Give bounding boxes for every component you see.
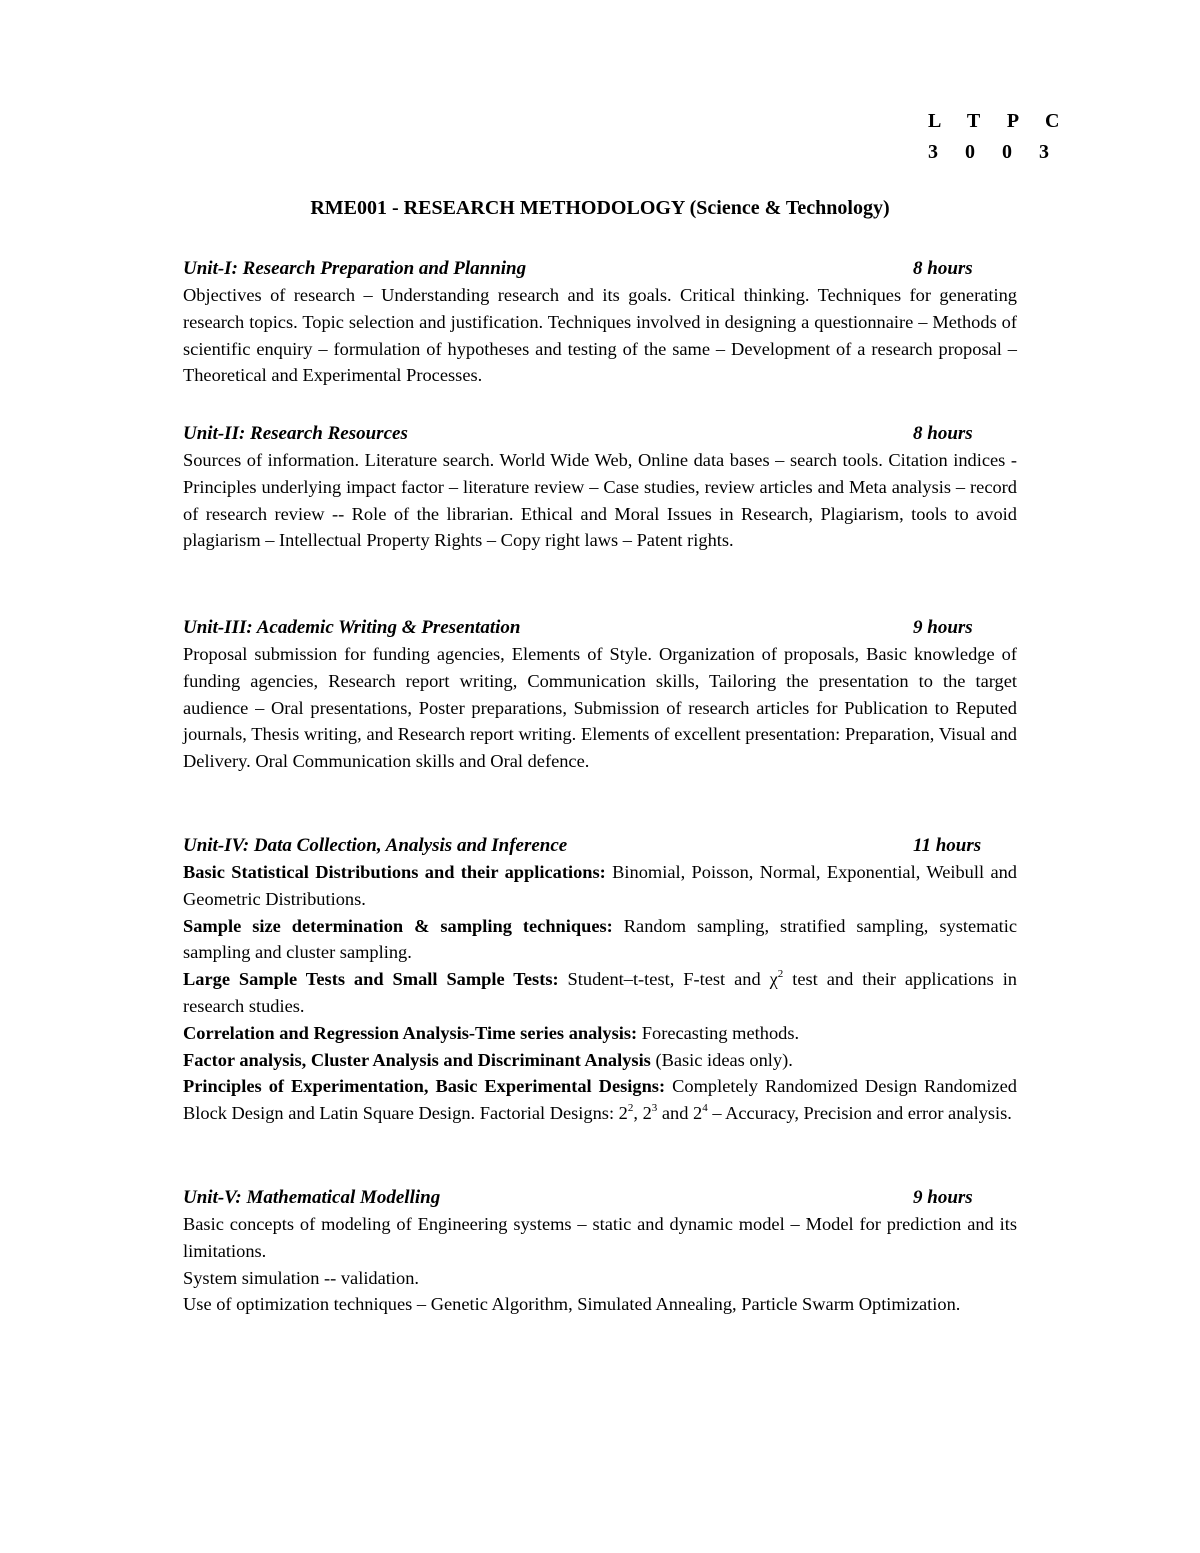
unit-2-header (183, 420, 1017, 447)
unit-4-header (183, 832, 1017, 859)
unit-4-item (183, 913, 1017, 967)
course-title: RME001 - RESEARCH METHODOLOGY (Science & Technology) (310, 197, 890, 219)
unit-hours: 8 hours (913, 423, 973, 444)
unit-1-header (183, 255, 1017, 282)
item-text: Student–t-test, F-test and χ (558, 969, 778, 990)
item-text: – Accuracy, Precision and error analysis. (707, 1103, 1012, 1124)
item-title: Correlation and Regression Analysis-Time series analysis: (183, 1022, 638, 1043)
ltpc-letters: L T P C (928, 110, 1071, 132)
superscript: 4 (702, 1102, 708, 1115)
unit-hours: 9 hours (913, 617, 973, 638)
unit-heading: Unit-I: Research Preparation and Planning (183, 258, 527, 279)
unit-4-item (183, 1020, 1017, 1047)
item-title: Factor analysis, Cluster Analysis and Discriminant Analysis (183, 1049, 651, 1070)
item-text: and 2 (657, 1103, 703, 1124)
superscript: 2 (627, 1102, 634, 1115)
unit-3-body: Proposal submission for funding agencies, Elements of Style. Organization of proposals, Basic knowledge of funding agencies, Research report writing, Communication skills, Tailoring the presentation to the target audience – Oral presentations, Poster preparations, Submission of research articles for Publication to Reputed journals, Thesis writing, and Research report writing. Elements of excellent presentation: Preparation, Visual and Delivery. Oral Communication skills and Oral defence. (183, 644, 1017, 772)
superscript: 3 (651, 1102, 658, 1115)
unit-2-body: Sources of information. Literature search. World Wide Web, Online data bases – search tools. Citation indices - Principles underlying impact factor – literature review – Case studies, review articles and Meta analysis – record of research review -- Role of the librarian. Ethical and Moral Issues in Research, Plagiarism, tools to avoid plagiarism – Intellectual Property Rights – Copy right laws – Patent rights. (183, 450, 1017, 551)
item-title: Large Sample Tests and Small Sample Tests: (183, 969, 559, 990)
item-text: test and their applications in research studies. (183, 969, 1017, 1016)
unit-5-line: Use of optimization techniques – Genetic Algorithm, Simulated Annealing, Particle Swarm Optimization. (183, 1294, 961, 1315)
unit-hours: 9 hours (913, 1187, 973, 1208)
unit-4-item (183, 1047, 1017, 1074)
item-text: , 2 (633, 1103, 652, 1124)
unit-hours: 11 hours (913, 835, 982, 856)
unit-hours: 8 hours (913, 258, 973, 279)
item-text: Random sampling, stratified sampling, systematic sampling and cluster sampling. (183, 915, 1017, 963)
unit-heading: Unit-V: Mathematical Modelling (183, 1187, 441, 1208)
unit-5-line: System simulation -- validation. (183, 1267, 419, 1288)
item-text: Completely Randomized Design Randomized Block Design and Latin Square Design. Factorial Designs: 2 (183, 1076, 1018, 1124)
unit-heading: Unit-III: Academic Writing & Presentation (183, 617, 521, 638)
unit-1-section (183, 255, 1017, 389)
unit-5-header (183, 1184, 1017, 1211)
item-title: Principles of Experimentation, Basic Experimental Designs: (183, 1076, 666, 1097)
unit-1-body: Objectives of research – Understanding research and its goals. Critical thinking. Techniques for generating research topics. Topic selection and justification. Techniques involved in designing a questionnaire – Methods of scientific enquiry – formulation of hypotheses and testing of the same – Development of a research proposal – Theoretical and Experimental Processes. (183, 285, 1017, 386)
item-title: Basic Statistical Distributions and their applications: (183, 862, 606, 882)
unit-3-header (183, 614, 1017, 641)
unit-5-line: Basic concepts of modeling of Engineering systems – static and dynamic model – Model for prediction and its limitations. (183, 1214, 1017, 1261)
unit-4-section (183, 832, 1017, 1127)
unit-heading: Unit-II: Research Resources (183, 423, 408, 444)
item-text: Binomial, Poisson, Normal, Exponential, Weibull and Geometric Distributions. (183, 862, 1017, 909)
unit-3-section (183, 614, 1017, 775)
unit-4-item (183, 859, 1017, 913)
unit-4-item (183, 966, 1017, 1020)
unit-4-item (183, 1073, 1017, 1127)
unit-heading: Unit-IV: Data Collection, Analysis and Inference (183, 835, 568, 856)
item-title: Sample size determination & sampling techniques: (183, 915, 613, 936)
unit-2-section (183, 420, 1017, 554)
item-text: (Basic ideas only). (650, 1049, 793, 1070)
ltpc-values: 3 0 0 3 (928, 141, 1060, 163)
item-text: Forecasting methods. (637, 1022, 800, 1043)
superscript: 2 (777, 968, 784, 981)
unit-5-section (183, 1184, 1017, 1318)
